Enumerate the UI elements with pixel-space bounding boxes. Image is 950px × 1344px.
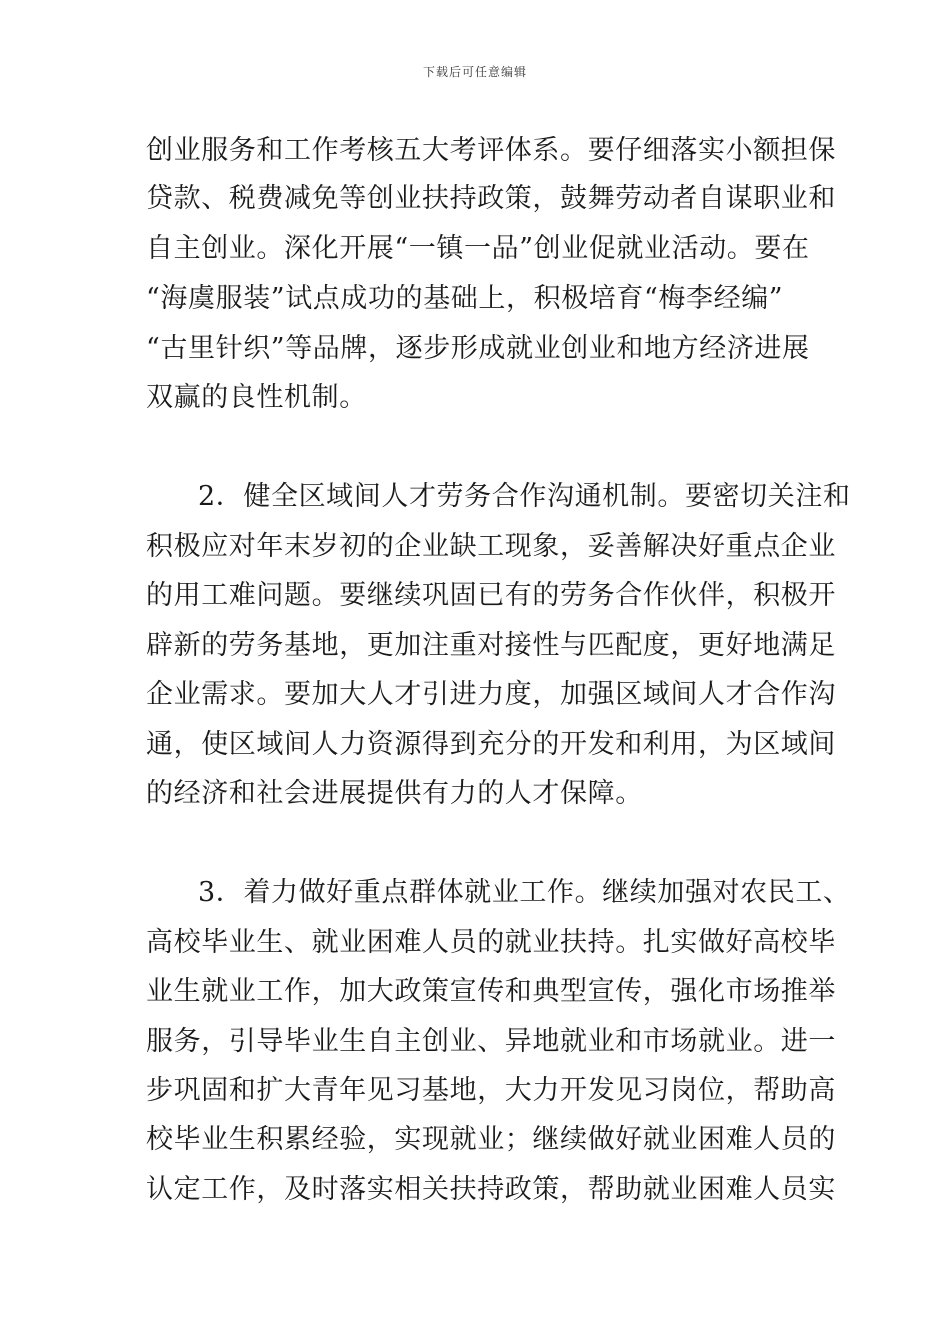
text-line: 通，使区域间人力资源得到充分的开发和利用，为区域间 [146,729,836,760]
text-line: 企业需求。要加大人才引进力度，加强区域间人才合作沟 [146,679,836,710]
text-line: 服务，引导毕业生自主创业、异地就业和市场就业。进一 [146,1026,836,1057]
text-line: 创业服务和工作考核五大考评体系。要仔细落实小额担保 [146,135,836,166]
text-line: 的经济和社会进展提供有力的人才保障。 [146,778,643,809]
text-line: 步巩固和扩大青年见习基地，大力开发见习岗位，帮助高 [146,1075,836,1106]
text-line: “海虞服装”试点成功的基础上，积极培育“梅李经编” [146,283,784,314]
text-line: 双赢的良性机制。 [146,382,367,413]
text-line: 业生就业工作，加大政策宣传和典型宣传，强化市场推举 [146,976,836,1007]
paragraph-start: 3．着力做好重点群体就业工作。继续加强对农民工、 [198,877,851,908]
text-line: 校毕业生积累经验，实现就业；继续做好就业困难人员的 [146,1124,836,1155]
text-line: “古里针织”等品牌，逐步形成就业创业和地方经济进展 [146,333,810,364]
text-line: 认定工作，及时落实相关扶持政策，帮助就业困难人员实 [146,1174,836,1205]
text-line: 自主创业。深化开展“一镇一品”创业促就业活动。要在 [146,233,810,264]
paragraph-start: 2．健全区域间人才劳务合作沟通机制。要密切关注和 [198,481,851,512]
header-note: 下载后可任意编辑 [422,65,527,79]
text-line: 贷款、税费减免等创业扶持政策，鼓舞劳动者自谋职业和 [146,183,836,214]
text-line: 辟新的劳务基地，更加注重对接性与匹配度，更好地满足 [146,630,836,661]
text-line: 积极应对年末岁初的企业缺工现象，妥善解决好重点企业 [146,531,836,562]
text-line: 的用工难问题。要继续巩固已有的劳务合作伙伴，积极开 [146,580,836,611]
text-line: 高校毕业生、就业困难人员的就业扶持。扎实做好高校毕 [146,927,836,958]
